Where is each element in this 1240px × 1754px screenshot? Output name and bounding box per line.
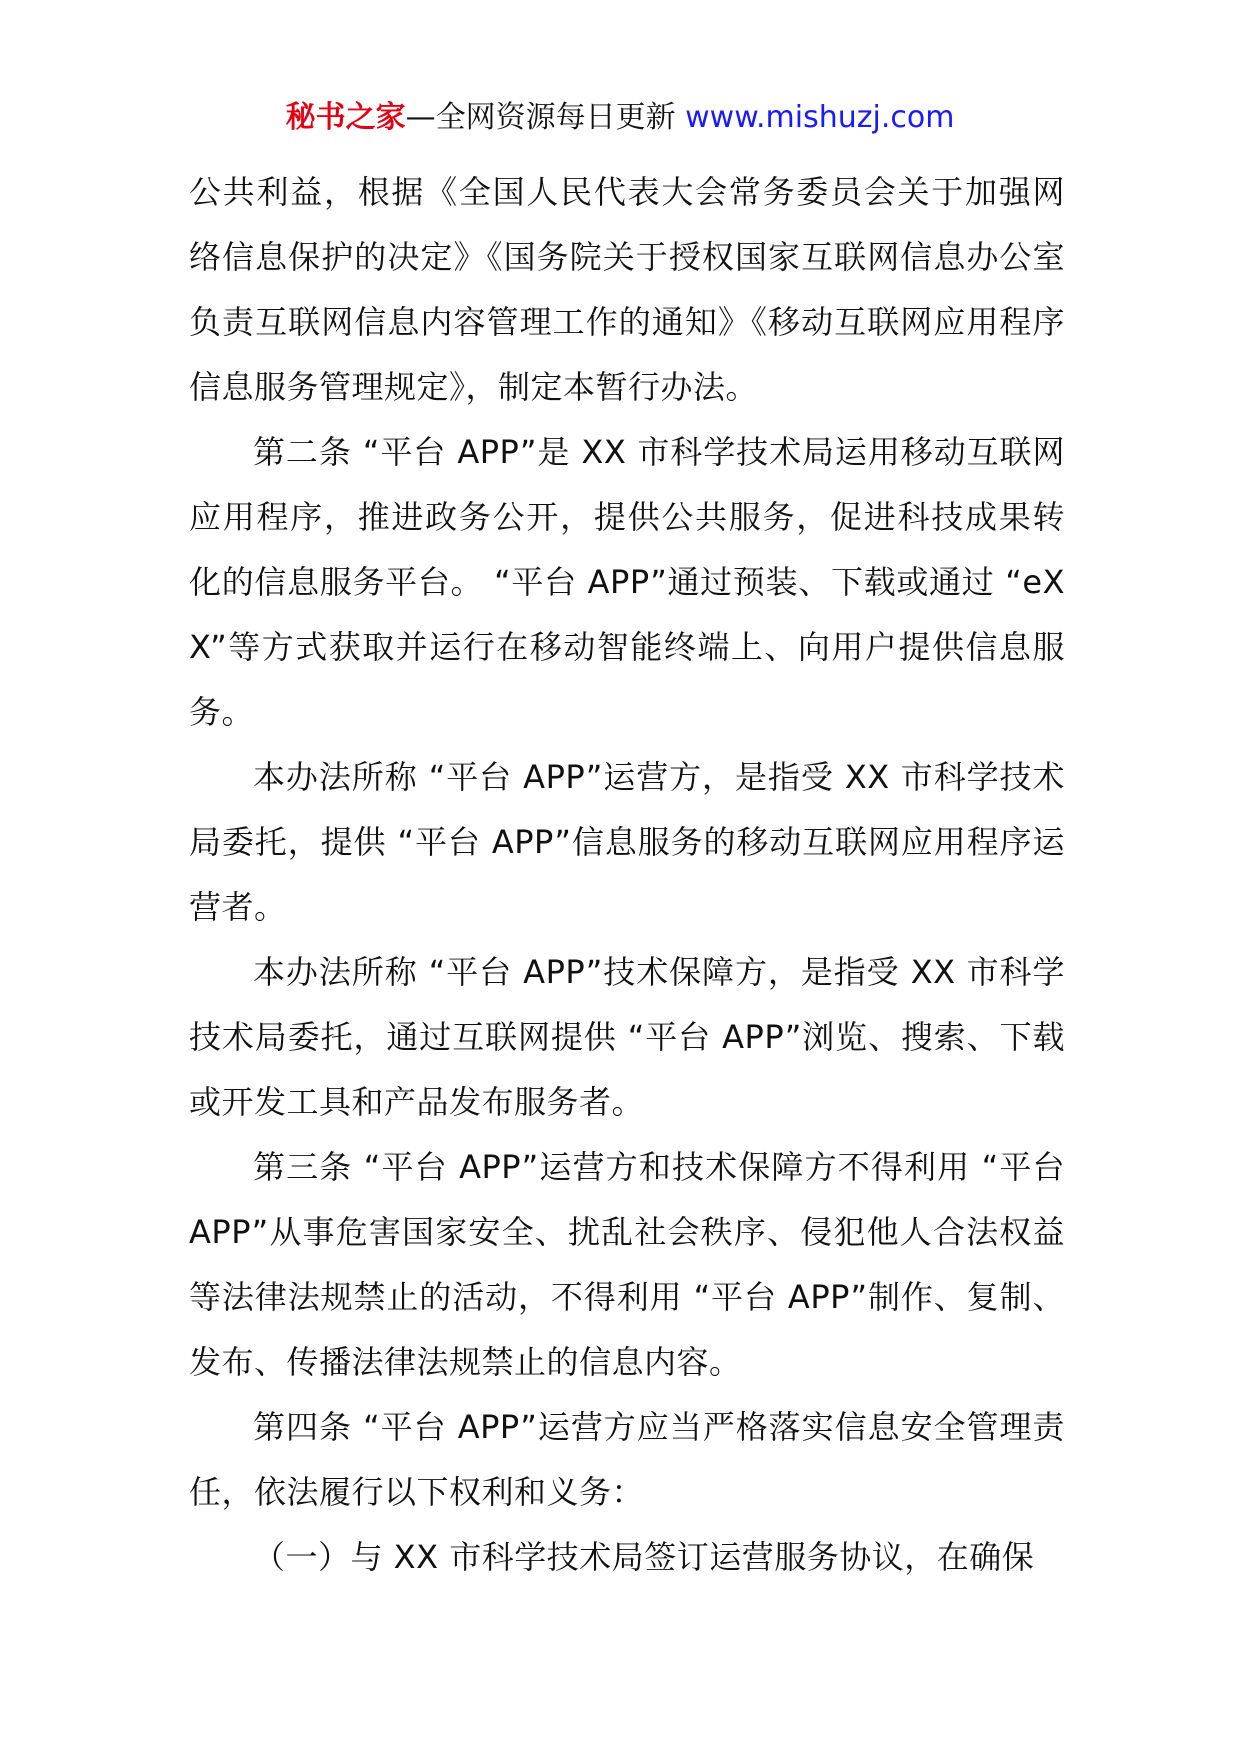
site-url-link[interactable]: www.mishuzj.com (685, 100, 955, 135)
paragraph-article-2: 第二条 “平台 APP”是 XX 市科学技术局运用移动互联网应用程序，推进政务公开，提供公共服务，促进科技成果转化的信息服务平台。 “平台 APP”通过预装、下载或通过 “eXX”等方式获取并运行在移动智能终端上、向用户提供信息服务。 (189, 433, 1065, 731)
paragraph-continuation: 公共利益，根据《全国人民代表大会常务委员会关于加强网络信息保护的决定》《国务院关于授权国家互联网信息办公室负责互联网信息内容管理工作的通知》《移动互联网应用程序信息服务管理规定》，制定本暂行办法。 (189, 173, 1065, 406)
paragraph-article-3: 第三条 “平台 APP”运营方和技术保障方不得利用 “平台 APP”从事危害国家安全、扰乱社会秩序、侵犯他人合法权益等法律法规禁止的活动，不得利用 “平台 APP”制作、复制、发布、传播法律法规禁止的信息内容。 (189, 1148, 1065, 1381)
brand-name: 秘书之家 (285, 100, 406, 135)
paragraph-item-1: （一）与 XX 市科学技术局签订运营服务协议，在确保 (253, 1538, 1035, 1576)
paragraph-operator-definition: 本办法所称 “平台 APP”运营方，是指受 XX 市科学技术局委托，提供 “平台 APP”信息服务的移动互联网应用程序运营者。 (189, 758, 1065, 926)
header-tagline: —全网资源每日更新 (405, 100, 686, 135)
document-body (189, 160, 1065, 1590)
paragraph-tech-support-definition: 本办法所称 “平台 APP”技术保障方，是指受 XX 市科学技术局委托，通过互联网提供 “平台 APP”浏览、搜索、下载或开发工具和产品发布服务者。 (189, 953, 1065, 1121)
paragraph-article-4: 第四条 “平台 APP”运营方应当严格落实信息安全管理责任，依法履行以下权利和义务： (189, 1408, 1065, 1511)
site-header (0, 98, 1240, 138)
